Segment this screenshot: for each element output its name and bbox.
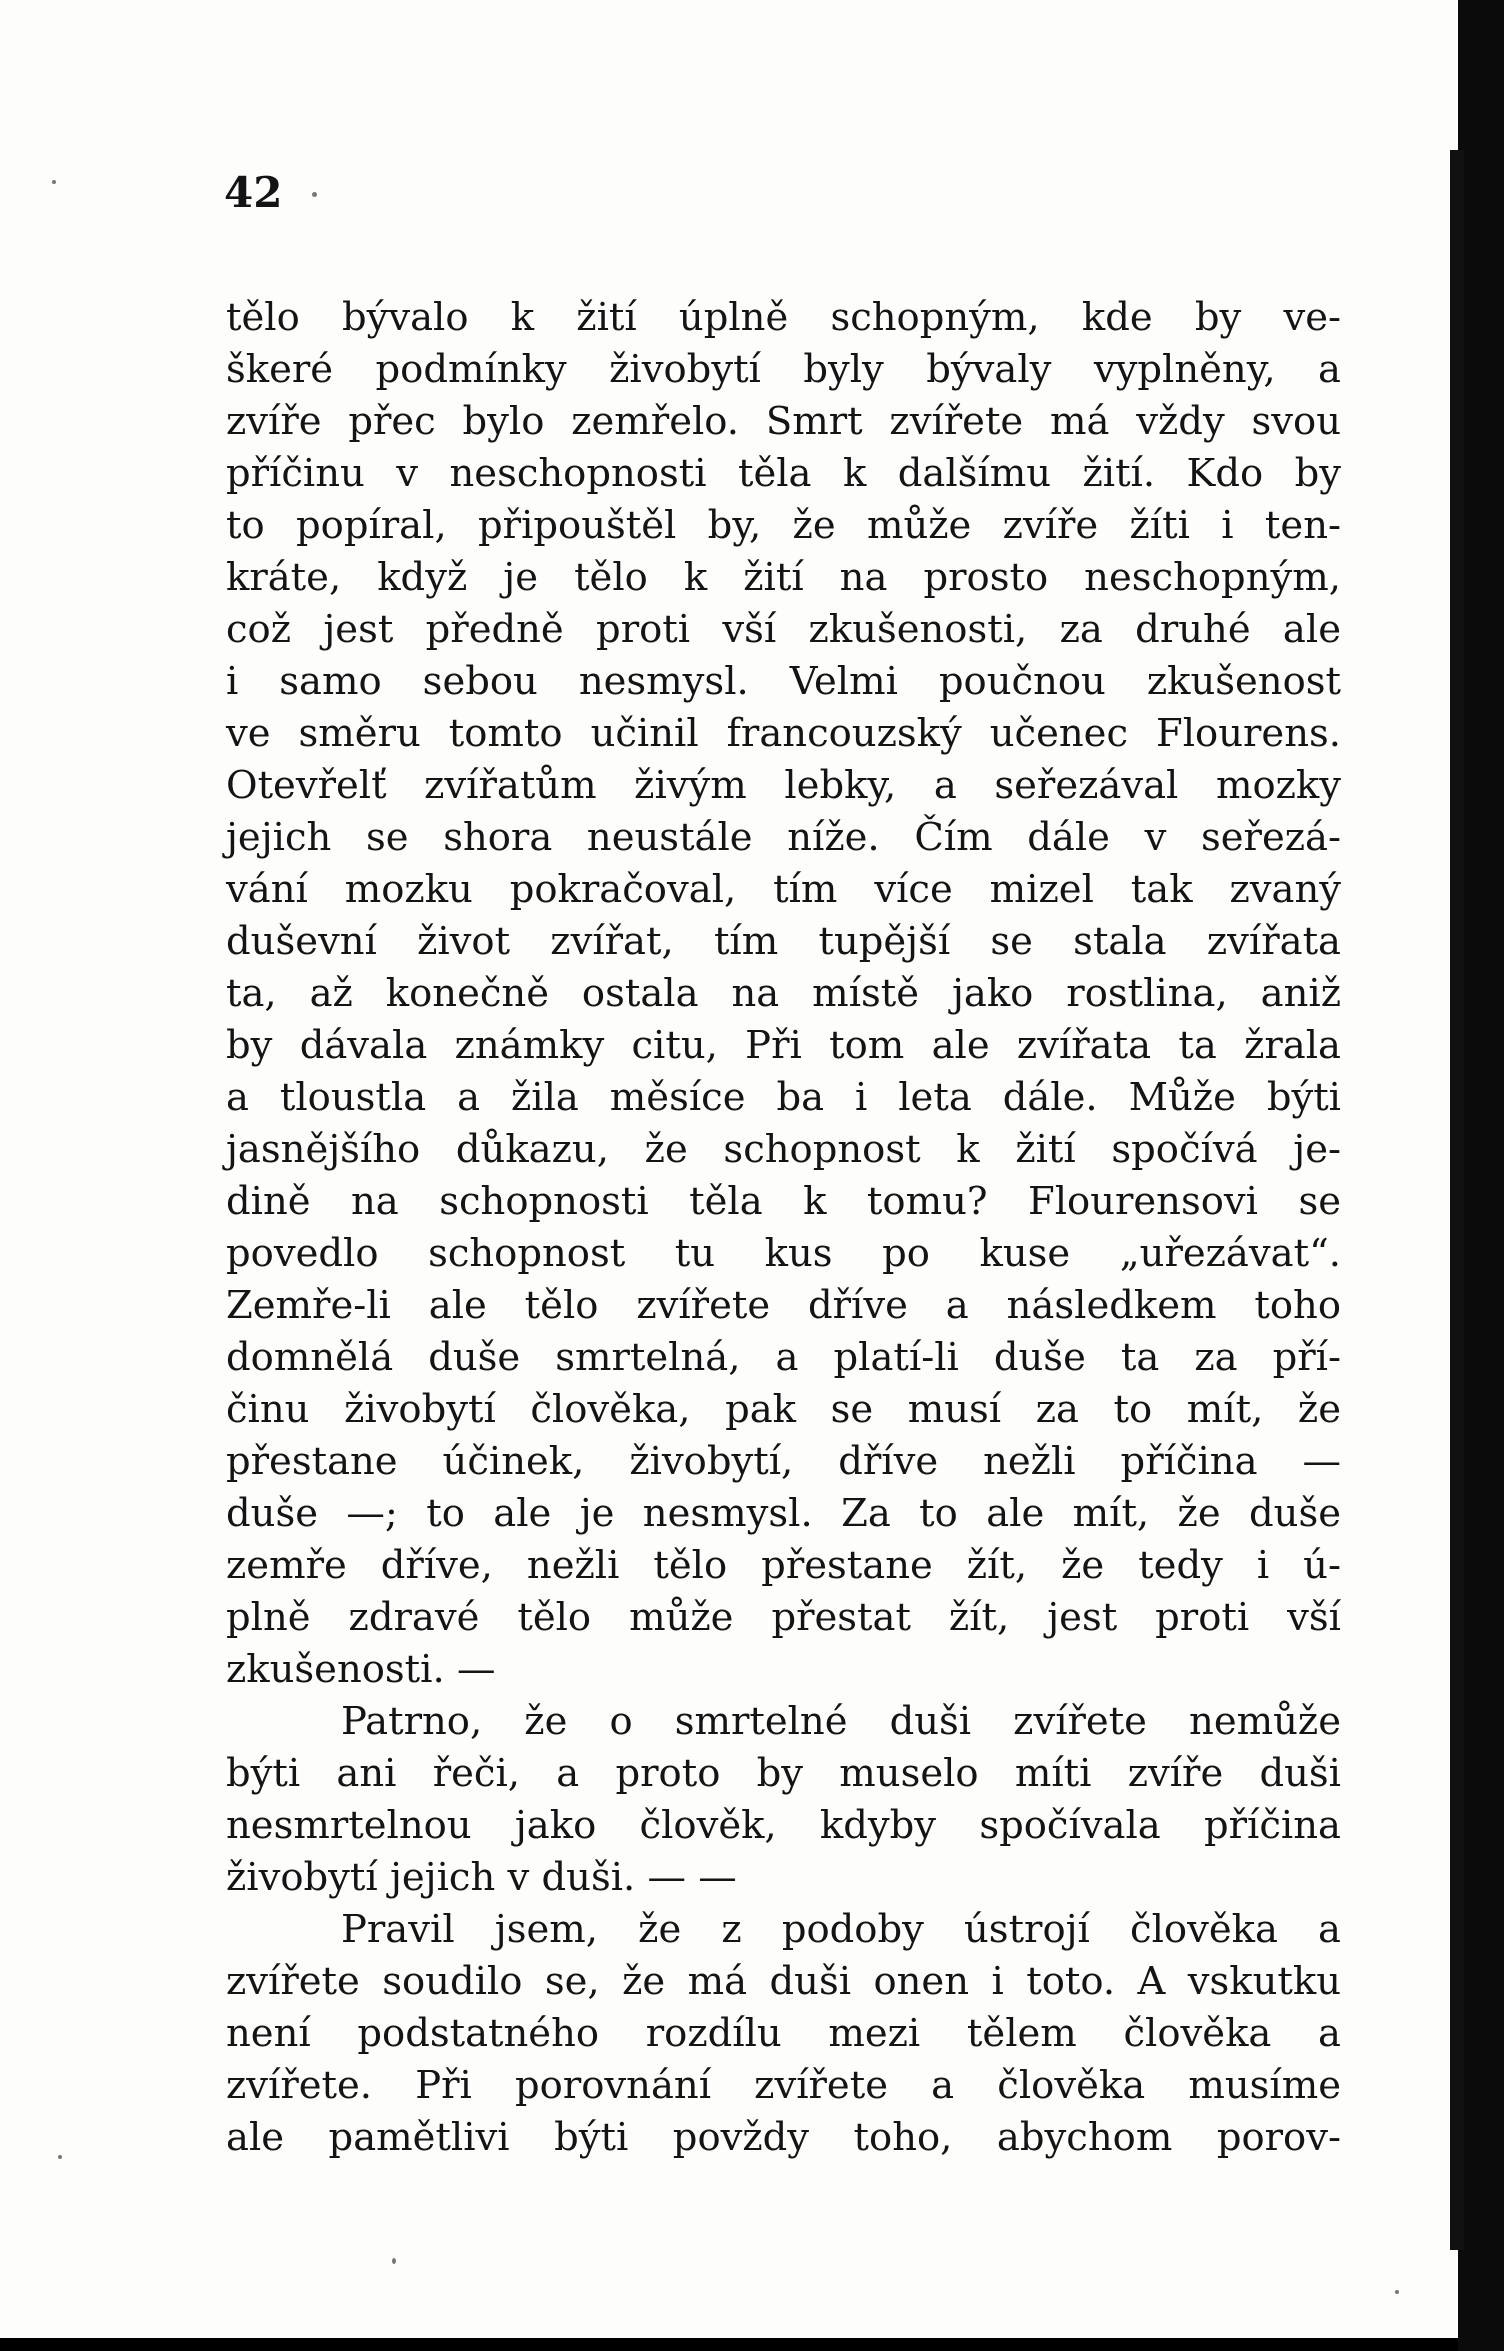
page-edge-shadow [1458, 0, 1504, 2351]
text-line: i samo sebou nesmysl. Velmi poučnou zkušenost [226, 659, 1341, 704]
text-line: duše —; to ale je nesmysl. Za to ale mít, že duše [226, 1491, 1341, 1536]
text-line: vání mozku pokračoval, tím více mizel tak zvaný [226, 867, 1341, 912]
text-line: není podstatného rozdílu mezi tělem člověka a [226, 2011, 1341, 2056]
text-line: býti ani řeči, a proto by muselo míti zvíře duši [226, 1751, 1341, 1796]
text-line: zemře dříve, nežli tělo přestane žít, že tedy i ú- [226, 1543, 1341, 1588]
text-line: jejich se shora neustále níže. Čím dále v seřezá- [226, 815, 1341, 860]
text-line: což jest předně proti vší zkušenosti, za druhé ale [226, 607, 1341, 652]
text-line: přestane účinek, živobytí, dříve nežli příčina — [226, 1439, 1341, 1484]
page-number: 42 [224, 168, 283, 217]
body-text [226, 292, 1341, 2164]
text-line: nesmrtelnou jako člověk, kdyby spočívala příčina [226, 1803, 1341, 1848]
text-line: Otevřelť zvířatům živým lebky, a seřezával mozky [226, 763, 1341, 808]
text-line: zvíře přec bylo zemřelo. Smrt zvířete má vždy svou [226, 399, 1341, 444]
text-line: tělo bývalo k žití úplně schopným, kde by ve- [226, 295, 1341, 340]
text-line: škeré podmínky živobytí byly bývaly vyplněny, a [226, 347, 1341, 392]
text-line: jasnějšího důkazu, že schopnost k žití spočívá je- [226, 1127, 1341, 1172]
text-line: Zemře-li ale tělo zvířete dříve a následkem toho [226, 1283, 1341, 1328]
text-line: živobytí jejich v duši. — — [226, 1855, 737, 1900]
text-line: povedlo schopnost tu kus po kuse „uřezávat“. [226, 1231, 1341, 1276]
text-line: to popíral, připouštěl by, že může zvíře žíti i ten- [226, 503, 1341, 548]
text-line: Pravil jsem, že z podoby ústrojí člověka a [341, 1907, 1341, 1952]
text-line: zvířete soudilo se, že má duši onen i toto. A vskutku [226, 1959, 1341, 2004]
text-line: činu živobytí člověka, pak se musí za to mít, že [226, 1387, 1341, 1432]
text-line: ale pamětlivi býti povždy toho, abychom porov- [226, 2115, 1341, 2160]
text-line: Patrno, že o smrtelné duši zvířete nemůže [341, 1699, 1341, 1744]
text-line: zvířete. Při porovnání zvířete a člověka musíme [226, 2063, 1341, 2108]
text-line: duševní život zvířat, tím tupější se stala zvířata [226, 919, 1341, 964]
binding-line [1450, 150, 1464, 2250]
text-line: zkušenosti. — [226, 1647, 496, 1692]
text-line: příčinu v neschopnosti těla k dalšímu žití. Kdo by [226, 451, 1341, 496]
text-line: dině na schopnosti těla k tomu? Flourensovi se [226, 1179, 1341, 1224]
text-line: domnělá duše smrtelná, a platí-li duše ta za pří- [226, 1335, 1341, 1380]
text-line: ta, až konečně ostala na místě jako rostlina, aniž [226, 971, 1341, 1016]
text-line: kráte, když je tělo k žití na prosto neschopným, [226, 555, 1341, 600]
text-line: plně zdravé tělo může přestat žít, jest proti vší [226, 1595, 1341, 1640]
text-line: by dávala známky citu, Při tom ale zvířata ta žrala [226, 1023, 1341, 1068]
text-line: a tloustla a žila měsíce ba i leta dále. Může býti [226, 1075, 1341, 1120]
text-line: ve směru tomto učinil francouzský učenec Flourens. [226, 711, 1341, 756]
